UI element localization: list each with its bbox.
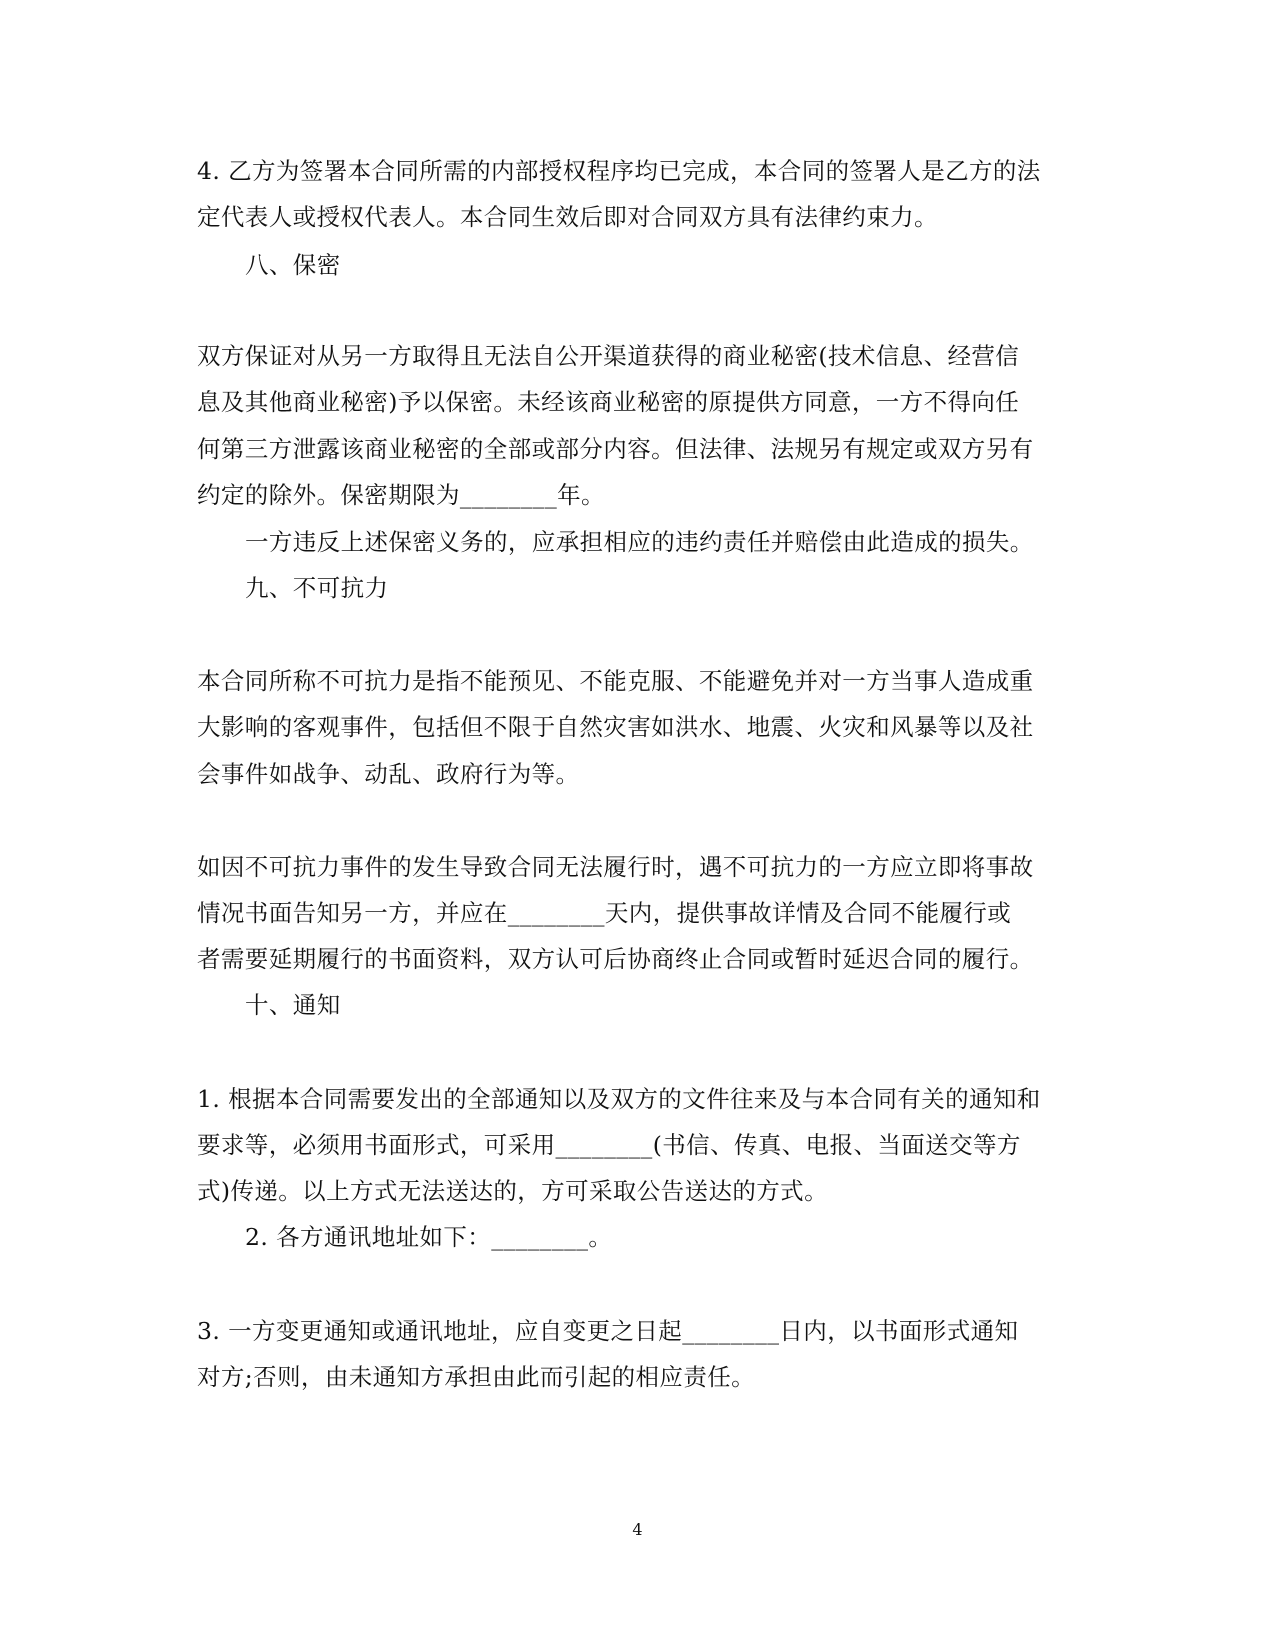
text-line: 如因不可抗力事件的发生导致合同无法履行时，遇不可抗力的一方应立即将事故 — [197, 853, 1034, 881]
page-number: 4 — [632, 1520, 643, 1539]
section-heading-force-majeure: 九、不可抗力 — [245, 574, 389, 602]
text-line: 式)传递。以上方式无法送达的，方可采取公告送达的方式。 — [197, 1177, 828, 1205]
text-line: 本合同所称不可抗力是指不能预见、不能克服、不能避免并对一方当事人造成重 — [197, 667, 1034, 695]
text-line: 3. 一方变更通知或通讯地址，应自变更之日起________日内，以书面形式通知 — [197, 1317, 1019, 1345]
text-line: 4. 乙方为签署本合同所需的内部授权程序均已完成，本合同的签署人是乙方的法 — [197, 157, 1041, 185]
text-line: 定代表人或授权代表人。本合同生效后即对合同双方具有法律约束力。 — [197, 203, 938, 231]
section-heading-notice: 十、通知 — [245, 991, 341, 1019]
text-line: 要求等，必须用书面形式，可采用________(书信、传真、电报、当面送交等方 — [197, 1131, 1021, 1159]
text-line: 双方保证对从另一方取得且无法自公开渠道获得的商业秘密(技术信息、经营信 — [197, 342, 1020, 370]
text-line: 1. 根据本合同需要发出的全部通知以及双方的文件往来及与本合同有关的通知和 — [197, 1085, 1041, 1113]
text-line: 者需要延期履行的书面资料，双方认可后协商终止合同或暂时延迟合同的履行。 — [197, 945, 1034, 973]
text-line: 约定的除外。保密期限为________年。 — [197, 481, 605, 509]
text-line: 会事件如战争、动乱、政府行为等。 — [197, 760, 580, 788]
text-line: 息及其他商业秘密)予以保密。未经该商业秘密的原提供方同意，一方不得向任 — [197, 388, 1020, 416]
text-line: 对方;否则，由未通知方承担由此而引起的相应责任。 — [197, 1363, 756, 1391]
text-line: 情况书面告知另一方，并应在________天内，提供事故详情及合同不能履行或 — [197, 899, 1012, 927]
text-line: 大影响的客观事件，包括但不限于自然灾害如洪水、地震、火灾和风暴等以及社 — [197, 713, 1034, 741]
text-line: 2. 各方通讯地址如下：________。 — [245, 1223, 613, 1251]
section-heading-confidentiality: 八、保密 — [245, 251, 341, 279]
text-line: 何第三方泄露该商业秘密的全部或部分内容。但法律、法规另有规定或双方另有 — [197, 435, 1034, 463]
text-line: 一方违反上述保密义务的，应承担相应的违约责任并赔偿由此造成的损失。 — [245, 528, 1034, 556]
